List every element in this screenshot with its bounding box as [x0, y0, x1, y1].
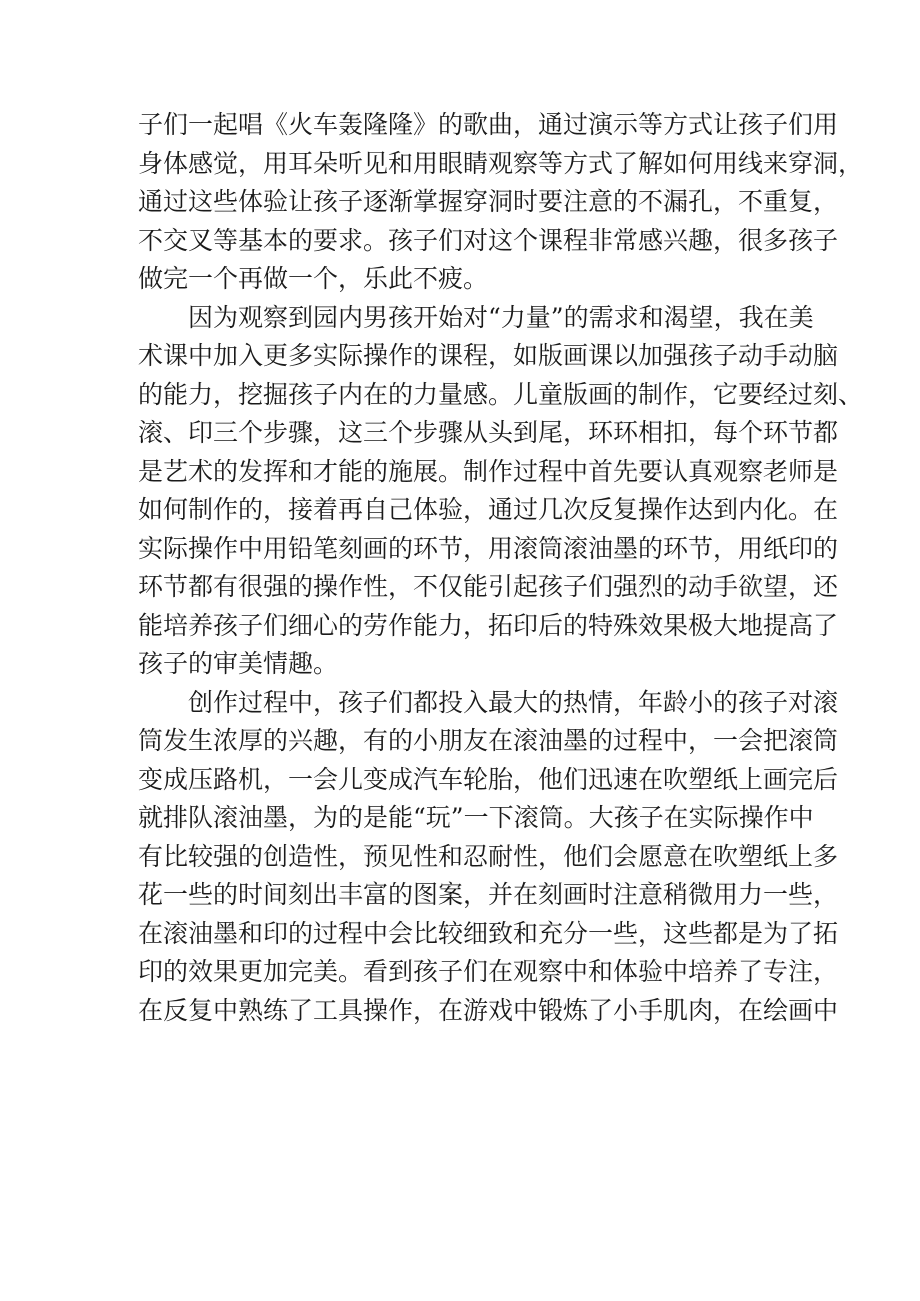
paragraph-2-line-6: 如何制作的，接着再自己体验，通过几次反复操作达到内化。在: [138, 495, 839, 524]
paragraph-2-line-3: 的能力，挖掘孩子内在的力量感。儿童版画的制作，它要经过刻、: [138, 379, 864, 409]
paragraph-3-line-2: 筒发生浓厚的兴趣，有的小朋友在滚油墨的过程中，一会把滚筒: [138, 726, 839, 755]
body-text: [138, 106, 864, 1030]
paragraph-3-line-1: 创作过程中，孩子们都投入最大的热情，年龄小的孩子对滚: [188, 687, 839, 717]
paragraph-1-line-3: 通过这些体验让孩子逐渐掌握穿洞时要注意的不漏孔，不重复，: [138, 187, 839, 216]
paragraph-2-line-2: 术课中加入更多实际操作的课程，如版画课以加强孩子动手动脑: [138, 341, 839, 370]
paragraph-2-line-7: 实际操作中用铅笔刻画的环节，用滚筒滚油墨的环节，用纸印的: [138, 533, 839, 563]
paragraph-1-line-1: 子们一起唱《火车轰隆隆》的歌曲，通过演示等方式让孩子们用: [138, 110, 839, 139]
paragraph-2-line-4: 滚、印三个步骤，这三个步骤从头到尾，环环相扣，每个环节都: [138, 418, 839, 447]
paragraph-1-line-2: 身体感觉，用耳朵听见和用眼睛观察等方式了解如何用线来穿洞，: [138, 148, 864, 178]
paragraph-1-line-4: 不交叉等基本的要求。孩子们对这个课程非常感兴趣，很多孩子: [138, 225, 839, 255]
paragraph-2-line-5: 是艺术的发挥和才能的施展。制作过程中首先要认真观察老师是: [138, 456, 839, 486]
paragraph-2-line-10: 孩子的审美情趣。: [138, 649, 339, 678]
paragraph-1-line-5: 做完一个再做一个，乐此不疲。: [138, 264, 489, 293]
paragraph-2-line-8: 环节都有很强的操作性，不仅能引起孩子们强烈的动手欲望，还: [138, 572, 839, 601]
paragraph-2-line-9: 能培养孩子们细心的劳作能力，拓印后的特殊效果极大地提高了: [138, 610, 839, 640]
paragraph-2-line-1: 因为观察到园内男孩开始对“力量”的需求和渴望，我在美: [188, 302, 814, 332]
paragraph-3-line-7: 在滚油墨和印的过程中会比较细致和充分一些，这些都是为了拓: [138, 918, 839, 948]
paragraph-3-line-5: 有比较强的创造性，预见性和忍耐性，他们会愿意在吹塑纸上多: [138, 841, 839, 871]
paragraph-3-line-6: 花一些的时间刻出丰富的图案，并在刻画时注意稍微用力一些，: [138, 880, 839, 909]
paragraph-3-line-9: 在反复中熟练了工具操作，在游戏中锻炼了小手肌肉，在绘画中: [138, 995, 839, 1025]
paragraph-3-line-4: 就排队滚油墨，为的是能“玩”一下滚筒。大孩子在实际操作中: [138, 803, 814, 832]
paragraph-3-line-3: 变成压路机，一会儿变成汽车轮胎，他们迅速在吹塑纸上画完后: [138, 764, 839, 794]
paragraph-3-line-8: 印的效果更加完美。看到孩子们在观察中和体验中培养了专注，: [138, 957, 839, 986]
